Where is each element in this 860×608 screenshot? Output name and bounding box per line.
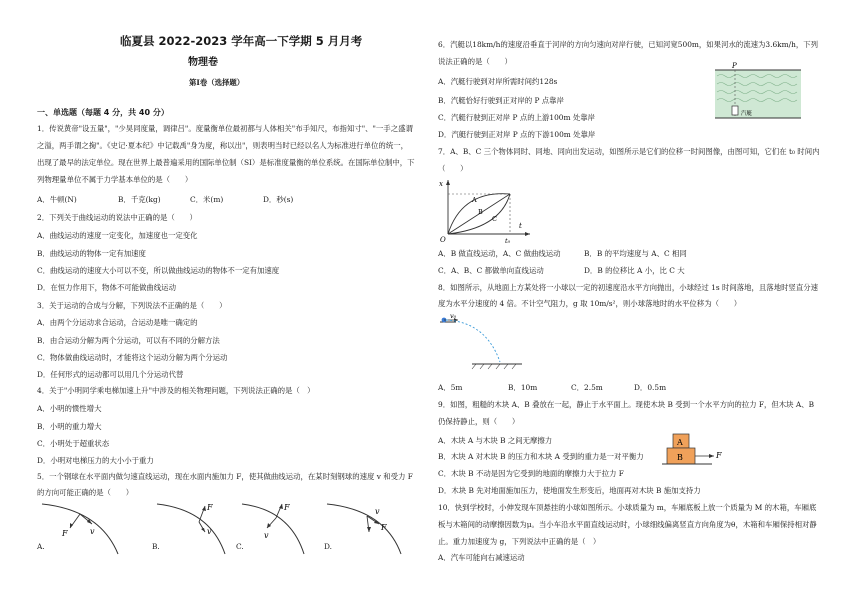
q5b-force-label: F [207, 503, 213, 512]
q4-option-c: C．小明处于超重状态 [37, 439, 110, 448]
q8-line2: 度为水平分速度的 4 倍。不计空气阻力，g 取 10m/s²，则小球落地时的水平位移为（ ） [438, 299, 742, 308]
q4-option-b: B．小明的重力增大 [37, 422, 102, 431]
q2-option-a: A．曲线运动的速度一定变化，加速度也一定变化 [37, 231, 198, 240]
q5-option-b: B. [152, 542, 160, 551]
q6-boat-label: 汽艇 [741, 111, 753, 117]
q2-option-b: B．曲线运动的物体一定有加速度 [37, 249, 146, 258]
q5-option-c: C. [236, 542, 244, 551]
q9-line1: 9．如图，粗糙的木块 A、B 叠放在一起，静止于水平面上。现使木块 B 受到一个水平方向的拉力 F，但木块 A、B [438, 400, 815, 409]
q5-option-a: A. [37, 542, 45, 551]
q7-option-b: B．B 的平均速度与 A、C 相同 [584, 249, 687, 258]
q8-line1: 8．如图所示，从地面上方某处将一小球以一定的初速度沿水平方向抛出，小球经过 1s 时间落地，且落地时竖直分速 [438, 283, 819, 292]
q1-line4: 列物理量单位不属于力学基本单位的是（ ） [37, 175, 193, 184]
q7-option-a: A．B 做直线运动，A、C 做曲线运动 [438, 249, 561, 258]
q7-line-b-label: B [478, 208, 483, 216]
q9-option-b: B．木块 A 对木块 B 的压力和木块 A 受到的重力是一对平衡力 [438, 452, 644, 461]
q1-option-d: D．秒(s) [263, 195, 294, 204]
part-title: 第Ⅰ卷（选择题） [189, 78, 245, 87]
q2-option-d: D．在恒力作用下，物体不可能做曲线运动 [37, 283, 176, 292]
subject-title: 物理卷 [188, 57, 218, 68]
q2-stem: 2．下列关于曲线运动的说法中正确的是（ ） [37, 213, 197, 222]
q8-option-b: B．10m [508, 383, 538, 392]
q8-option-d: D．0.5m [634, 383, 667, 392]
q7-t0-label: t₀ [505, 237, 511, 244]
q1-line2: 之溢，两手谓之掬"。《史记·夏本纪》中记载禹"身为度，称以出"，则表明当时已经以名人为标准进行单位的统一， [37, 141, 408, 150]
q4-stem: 4．关于"小明同学乘电梯加速上升"中涉及的相关物理问题，下列说法正确的是（ ） [37, 386, 315, 395]
q5a-force-label: F [62, 529, 68, 538]
q6-option-d: D．汽艇行驶到正对岸 P 点的下游100m 处靠岸 [438, 130, 596, 139]
q6-option-b: B．汽艇恰好行驶到正对岸的 P 点靠岸 [438, 96, 564, 105]
q10-option-a: A．汽车可能向右减速运动 [438, 553, 525, 562]
q1-option-a: A．牛顿(N) [37, 195, 77, 204]
q3-option-d: D．任何形式的运动都可以用几个分运动代替 [37, 370, 184, 379]
q5c-force-label: F [284, 503, 290, 512]
q3-option-b: B．由合运动分解为两个分运动，可以有不同的分解方法 [37, 336, 220, 345]
q5d-force-label: F [381, 523, 387, 532]
q5-figure-d [325, 500, 410, 555]
q4-option-d: D．小明对电梯压力的大小小于重力 [37, 456, 154, 465]
q6-line1: 6．汽艇以18km/h的速度沿垂直于河岸的方向匀速向对岸行驶，已知河宽500m，如果河水的流速为3.6km/h，下列 [438, 40, 819, 49]
q6-line2: 说法正确的是（ ） [438, 57, 512, 66]
q5d-velocity-label: v [375, 507, 380, 516]
q7-curve-c-label: C [492, 215, 497, 223]
exam-title: 临夏县 2022-2023 学年高一下学期 5 月月考 [120, 34, 363, 48]
q1-line3: 出现了最早的法定单位。现在世界上最普遍采用的国际单位制（SI）是标准度量衡的单位系统。在国际单位制中，下 [37, 158, 415, 167]
q7-origin-label: O [440, 236, 446, 244]
q5-figure-a [40, 500, 130, 555]
q7-option-d: D．B 的位移比 A 小，比 C 大 [584, 266, 685, 275]
q8-option-a: A．5m [438, 383, 463, 392]
q7-x-axis-label: x [439, 180, 443, 188]
q10-line3: 止。重力加速度为 g，下列说法中正确的是（ ） [438, 537, 601, 546]
q9-force-label: F [716, 451, 722, 460]
q7-curve-a-label: A [472, 196, 477, 204]
q9-block-a-label: A [677, 438, 683, 447]
q7-xt-graph [434, 176, 534, 244]
q9-option-c: C．木块 B 不动是因为它受到的地面的摩擦力大于拉力 F [438, 469, 624, 478]
q9-option-d: D．木块 B 先对地面施加压力，使地面发生形变后，地面再对木块 B 施加支持力 [438, 486, 701, 495]
q5-line1: 5．一个钢球在水平面内做匀速直线运动，现在水面内施加力 F，使其做曲线运动，在某时刻钢球的速度 v 和受力 F [37, 472, 413, 481]
q5c-velocity-label: v [264, 531, 269, 540]
q5-figure-b [155, 500, 235, 555]
q9-option-a: A．木块 A 与木块 B 之间无摩擦力 [438, 436, 553, 445]
q4-option-a: A．小明的惯性增大 [37, 404, 102, 413]
q5-figure-c [240, 500, 315, 555]
q3-option-c: C．物体做曲线运动时，才能将这个运动分解为两个分运动 [37, 353, 228, 362]
q10-line1: 10．快到学校时，小伸发现车顶悬挂的小球如图所示。小球质量为 m，车厢底板上放一个质量为 M 的木箱，车厢底 [438, 503, 817, 512]
q6-option-a: A．汽艇行驶到对岸所需时间约128s [438, 77, 558, 86]
q1-option-b: B．千克(kg) [118, 195, 161, 204]
q8-projectile-figure [436, 312, 526, 374]
q7-option-c: C．A、B、C 都做单向直线运动 [438, 266, 544, 275]
q6-river-figure [713, 60, 803, 122]
q7-line2: （ ） [438, 164, 468, 173]
q6-option-c: C．汽艇行驶到正对岸 P 点的上游100m 处靠岸 [438, 113, 596, 122]
q2-option-c: C．曲线运动的速度大小可以不变，所以做曲线运动的物体不一定有加速度 [37, 266, 280, 275]
q7-t-axis-label: t [519, 222, 522, 230]
q3-stem: 3．关于运动的合成与分解，下列说法不正确的是（ ） [37, 301, 227, 310]
q8-option-c: C．2.5m [571, 383, 603, 392]
q7-line1: 7．A、B、C 三个物体同时、同地、同向出发运动，如图所示是它们的位移一时间图像，由图可知，它们在 t₀ 时间内 [438, 147, 820, 156]
q1-option-c: C．米(m) [190, 195, 224, 204]
q5-line2: 的方向可能正确的是（ ） [37, 488, 134, 497]
q3-option-a: A．由两个分运动求合运动，合运动是唯一确定的 [37, 318, 198, 327]
q9-line2: 仍保持静止，则（ ） [438, 417, 520, 426]
q5-option-d: D. [324, 542, 333, 551]
q5a-velocity-label: v [90, 527, 95, 536]
q10-line2: 板与木箱间的动摩擦因数为μ。当小车沿水平面直线运动时，小球细线偏离竖直方向角度为θ，木箱和车厢保持相对静 [438, 520, 817, 529]
q9-blocks-figure [662, 430, 734, 472]
q6-point-p-label: P [732, 62, 737, 70]
q9-block-b-label: B [677, 453, 683, 462]
q1-line1: 1．传说黄帝"设五量"，"少昊同度量，调律吕"。度量衡单位最初都与人体相关"布手知尺，布指知寸"、"一手之盛谓 [37, 124, 413, 133]
q5b-velocity-label: v [207, 527, 212, 536]
section-heading: 一、单选题（每题 4 分，共 40 分） [37, 108, 169, 117]
q8-v0-label: v₀ [450, 312, 457, 320]
